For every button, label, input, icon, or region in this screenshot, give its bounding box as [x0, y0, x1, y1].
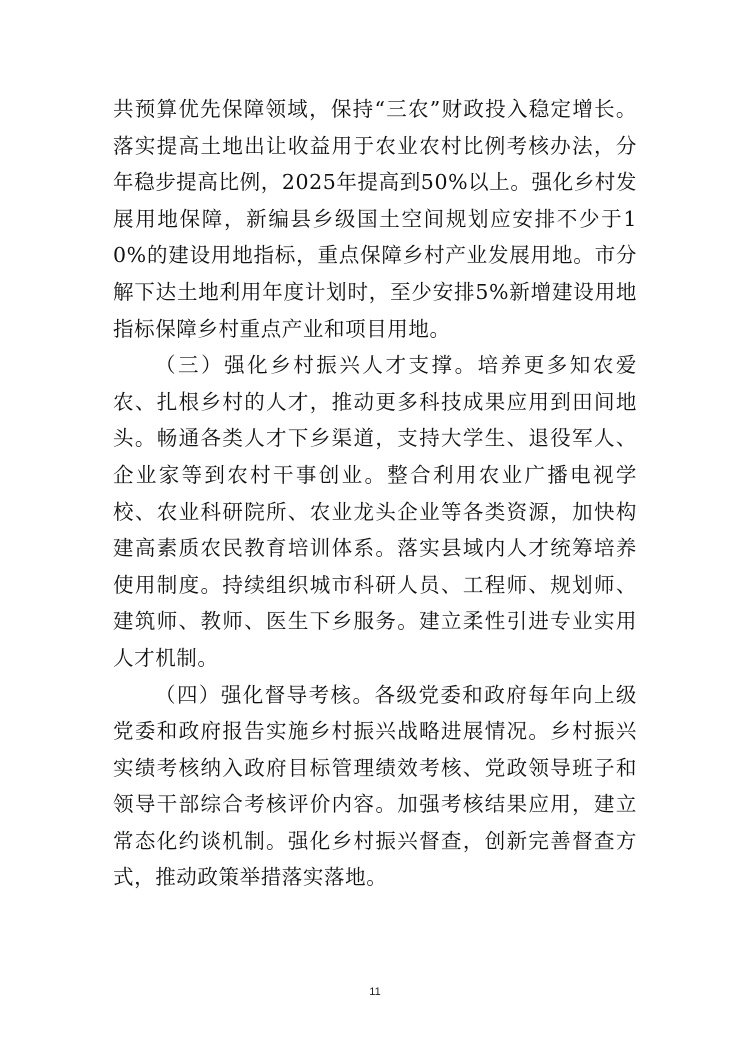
paragraph-budget-land: 共预算优先保障领域，保持“三农”财政投入稳定增长。落实提高土地出让收益用于农业农村比例考核办法，分年稳步提高比例，2025年提高到50%以上。强化乡村发展用地保障，新编县乡级国土空间规划应安排不少于10%的建设用地指标，重点保障乡村产业发展用地。市分解下达土地利用年度计划时，至少安排5%新增建设用地指标保障乡村重点产业和项目用地。 — [113, 97, 637, 341]
document-body — [113, 91, 637, 896]
page-number: 11 — [369, 986, 381, 998]
paragraph-talent-support: （三）强化乡村振兴人才支撑。培养更多知农爱农、扎根乡村的人才，推动更多科技成果应用到田间地头。畅通各类人才下乡渠道，支持大学生、退役军人、企业家等到农村干事创业。整合利用农业广播电视学校、农业科研院所、农业龙头企业等各类资源，加快构建高素质农民教育培训体系。落实县域内人才统筹培养使用制度。持续组织城市科研人员、工程师、规划师、建筑师、教师、医生下乡服务。建立柔性引进专业实用人才机制。 — [113, 353, 637, 670]
paragraph-supervision-assessment: （四）强化督导考核。各级党委和政府每年向上级党委和政府报告实施乡村振兴战略进展情况。乡村振兴实绩考核纳入政府目标管理绩效考核、党政领导班子和领导干部综合考核评价内容。加强考核结果应用，建立常态化约谈机制。强化乡村振兴督查，创新完善督查方式，推动政策举措落实落地。 — [113, 682, 637, 890]
